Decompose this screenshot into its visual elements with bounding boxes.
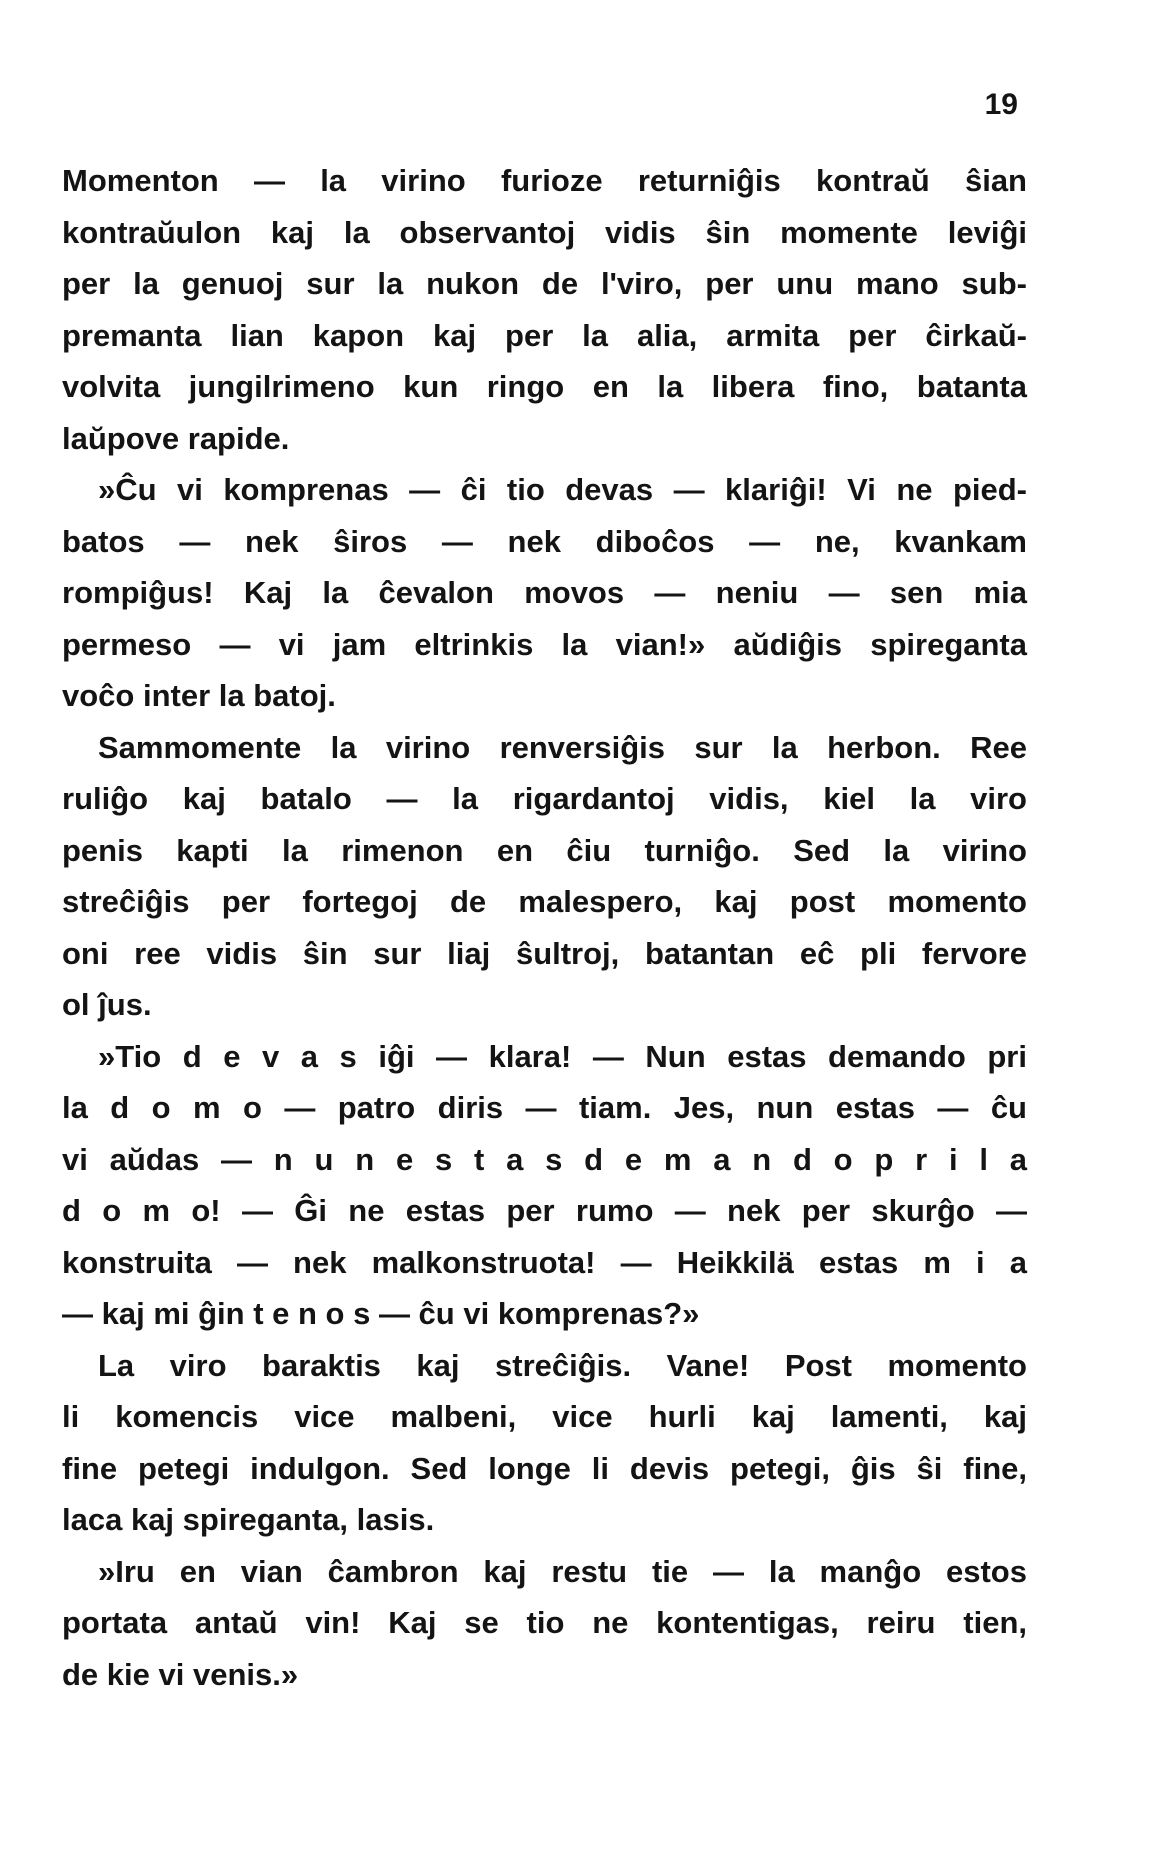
text-line: laca kaj spireganta, lasis. [62,1502,435,1537]
text-line: volvita jungilrimeno kun ringo en la libera fino, batanta [62,369,1027,404]
text-line: fine petegi indulgon. Sed longe li devis petegi, ĝis ŝi fine, [62,1450,1027,1486]
text-line: Momenton — la virino furioze returniĝis kontraŭ ŝian [62,163,1027,198]
text-line: kontraŭulon kaj la observantoj vidis ŝin momente leviĝi [62,214,1027,250]
text-line: ruliĝo kaj batalo — la rigardantoj vidis, kiel la viro [62,781,1027,816]
text-line: laŭpove rapide. [62,420,290,456]
text-line: Sammomente la virino renversiĝis sur la herbon. Ree [98,729,1027,765]
text-line: »Iru en vian ĉambron kaj restu tie — la manĝo estos [98,1553,1027,1589]
text-line: »Ĉu vi komprenas — ĉi tio devas — klariĝi! Vi ne pied- [98,472,1027,507]
text-line: konstruita — nek malkonstruota! — Heikkilä estas m i a [62,1244,1027,1280]
text-line: vi aŭdas — n u n e s t a s d e m a n d o p r i l a [62,1141,1027,1177]
text-line: de kie vi venis.» [62,1656,299,1692]
text-line: premanta lian kapon kaj per la alia, armita per ĉirkaŭ- [62,317,1027,353]
text-line: permeso — vi jam eltrinkis la vian!» aŭdiĝis spireganta [62,626,1027,662]
text-line: streĉiĝis per fortegoj de malespero, kaj post momento [62,884,1027,919]
text-line: li komencis vice malbeni, vice hurli kaj lamenti, kaj [62,1399,1027,1434]
text-line: penis kapti la rimenon en ĉiu turniĝo. Sed la virino [62,832,1027,868]
text-line: La viro baraktis kaj streĉiĝis. Vane! Post momento [98,1347,1027,1383]
text-line: la d o m o — patro diris — tiam. Jes, nun estas — ĉu [62,1090,1027,1125]
text-line: d o m o! — Ĝi ne estas per rumo — nek per skurĝo — [62,1193,1027,1228]
text-line: voĉo inter la batoj. [62,678,336,713]
page-number: 19 [984,88,1018,121]
text-line: — kaj mi ĝin t e n o s — ĉu vi komprenas?» [62,1296,700,1331]
text-line: per la genuoj sur la nukon de l'viro, per unu mano sub- [62,266,1027,301]
text-line: batos — nek ŝiros — nek diboĉos — ne, kvankam [62,523,1027,559]
text-line: ol ĵus. [62,987,152,1022]
text-line: portata antaŭ vin! Kaj se tio ne kontentigas, reiru tien, [62,1605,1027,1640]
text-line: oni ree vidis ŝin sur liaj ŝultroj, batantan eĉ pli fervore [62,935,1027,971]
body-text [62,155,1027,1700]
text-line: rompiĝus! Kaj la ĉevalon movos — neniu — sen mia [62,575,1027,610]
text-line: »Tio d e v a s iĝi — klara! — Nun estas demando pri [98,1038,1027,1074]
